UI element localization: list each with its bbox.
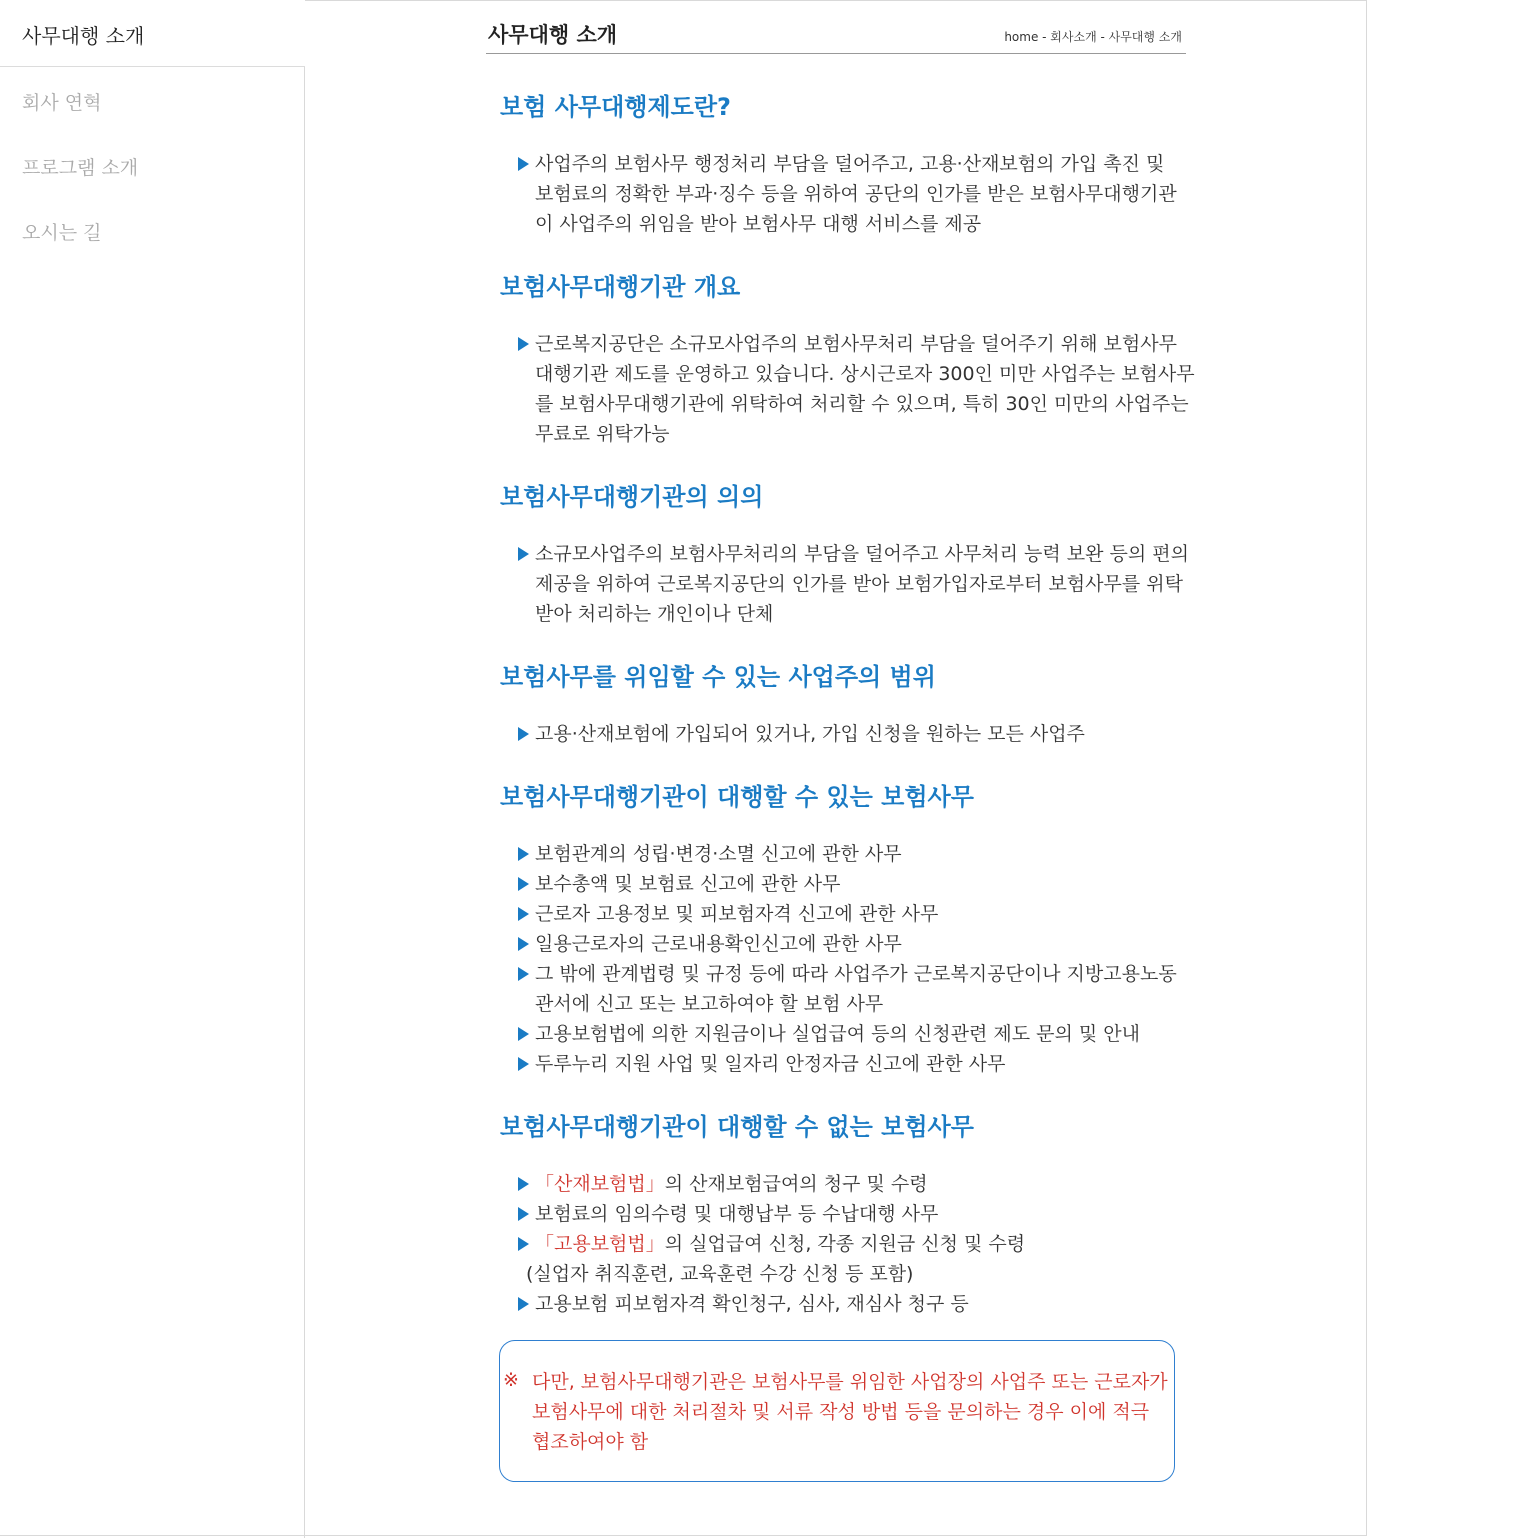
notice-text: 다만, 보험사무대행기관은 보험사무를 위임한 사업장의 사업주 또는 근로자가 보험사무에 대한 처리절차 및 서류 작성 방법 등을 문의하는 경우 이에 적극 협조하여야 함 xyxy=(532,1371,1168,1453)
triangle-bullet-icon xyxy=(518,877,529,891)
triangle-bullet-icon xyxy=(518,1207,529,1221)
list-item: 일용근로자의 근로내용확인신고에 관한 사무 xyxy=(518,929,902,959)
paragraph-line: 보험료의 정확한 부과·징수 등을 위하여 공단의 인가를 받은 보험사무대행기관 xyxy=(535,183,1177,205)
page-title: 사무대행 소개 xyxy=(488,23,618,47)
title-divider xyxy=(486,53,1186,54)
section-heading: 보험사무대행기관의 의의 xyxy=(500,483,764,511)
section-heading: 보험사무대행기관 개요 xyxy=(500,273,741,301)
section-heading: 보험사무대행기관이 대행할 수 없는 보험사무 xyxy=(500,1113,974,1141)
section-heading: 보험 사무대행제도란? xyxy=(500,93,731,121)
triangle-bullet-icon xyxy=(518,157,529,171)
breadcrumb: home - 회사소개 - 사무대행 소개 xyxy=(1004,30,1182,44)
paragraph-line: 를 보험사무대행기관에 위탁하여 처리할 수 있으며, 특히 30인 미만의 사업주는 xyxy=(535,393,1189,415)
section-paragraph: 사업주의 보험사무 행정처리 부담을 덜어주고, 고용·산재보험의 가입 촉진 및 xyxy=(518,149,1164,179)
triangle-bullet-icon xyxy=(518,1027,529,1041)
sidebar-active-label: 사무대행 소개 xyxy=(22,24,145,48)
list-item: 두루누리 지원 사업 및 일자리 안정자금 신고에 관한 사무 xyxy=(518,1049,1005,1079)
triangle-bullet-icon xyxy=(518,547,529,561)
triangle-bullet-icon xyxy=(518,1297,529,1311)
section-heading: 보험사무대행기관이 대행할 수 있는 보험사무 xyxy=(500,783,974,811)
law-name: 「고용보험법」 xyxy=(535,1233,665,1255)
section-paragraph: 고용·산재보험에 가입되어 있거나, 가입 신청을 원하는 모든 사업주 xyxy=(518,719,1085,749)
list-item: 고용보험 피보험자격 확인청구, 심사, 재심사 청구 등 xyxy=(518,1289,969,1319)
triangle-bullet-icon xyxy=(518,907,529,921)
law-name: 「산재보험법」 xyxy=(535,1173,665,1195)
list-item: 보수총액 및 보험료 신고에 관한 사무 xyxy=(518,869,841,899)
sidebar xyxy=(0,0,305,1538)
reference-mark-icon: ※ xyxy=(503,1369,519,1391)
list-item-continuation: 관서에 신고 또는 보고하여야 할 보험 사무 xyxy=(535,993,884,1015)
sidebar-item-active[interactable] xyxy=(0,0,305,67)
triangle-bullet-icon xyxy=(518,937,529,951)
list-item: 「고용보험법」의 실업급여 신청, 각종 지원금 신청 및 수령 xyxy=(518,1229,1025,1259)
triangle-bullet-icon xyxy=(518,847,529,861)
list-item: 그 밖에 관계법령 및 규정 등에 따라 사업주가 근로복지공단이나 지방고용노동 xyxy=(518,959,1177,989)
section-paragraph: 소규모사업주의 보험사무처리의 부담을 덜어주고 사무처리 능력 보완 등의 편의 xyxy=(518,539,1189,569)
paragraph-line: 무료로 위탁가능 xyxy=(535,423,670,445)
paragraph-line: 받아 처리하는 개인이나 단체 xyxy=(535,603,774,625)
triangle-bullet-icon xyxy=(518,967,529,981)
section-paragraph: 근로복지공단은 소규모사업주의 보험사무처리 부담을 덜어주기 위해 보험사무 xyxy=(518,329,1177,359)
triangle-bullet-icon xyxy=(518,1177,529,1191)
list-item: 「산재보험법」의 산재보험급여의 청구 및 수령 xyxy=(518,1169,928,1199)
triangle-bullet-icon xyxy=(518,1057,529,1071)
paragraph-line: 대행기관 제도를 운영하고 있습니다. 상시근로자 300인 미만 사업주는 보험사무 xyxy=(535,363,1195,385)
sidebar-item-directions[interactable]: 오시는 길 xyxy=(22,222,102,244)
sidebar-item-history[interactable]: 회사 연혁 xyxy=(22,92,102,114)
list-item: 보험료의 임의수령 및 대행납부 등 수납대행 사무 xyxy=(518,1199,938,1229)
triangle-bullet-icon xyxy=(518,1237,529,1251)
triangle-bullet-icon xyxy=(518,727,529,741)
sidebar-item-programs[interactable]: 프로그램 소개 xyxy=(22,157,139,179)
triangle-bullet-icon xyxy=(518,337,529,351)
list-item: 보험관계의 성립·변경·소멸 신고에 관한 사무 xyxy=(518,839,902,869)
paragraph-line: 제공을 위하여 근로복지공단의 인가를 받아 보험가입자로부터 보험사무를 위탁 xyxy=(535,573,1183,595)
list-item: 근로자 고용정보 및 피보험자격 신고에 관한 사무 xyxy=(518,899,938,929)
section-heading: 보험사무를 위임할 수 있는 사업주의 범위 xyxy=(500,663,936,691)
paragraph-line: 이 사업주의 위임을 받아 보험사무 대행 서비스를 제공 xyxy=(535,213,982,235)
notice-box xyxy=(499,1340,1175,1482)
list-item: 고용보험법에 의한 지원금이나 실업급여 등의 신청관련 제도 문의 및 안내 xyxy=(518,1019,1140,1049)
list-item-continuation: (실업자 취직훈련, 교육훈련 수강 신청 등 포함) xyxy=(526,1263,914,1285)
